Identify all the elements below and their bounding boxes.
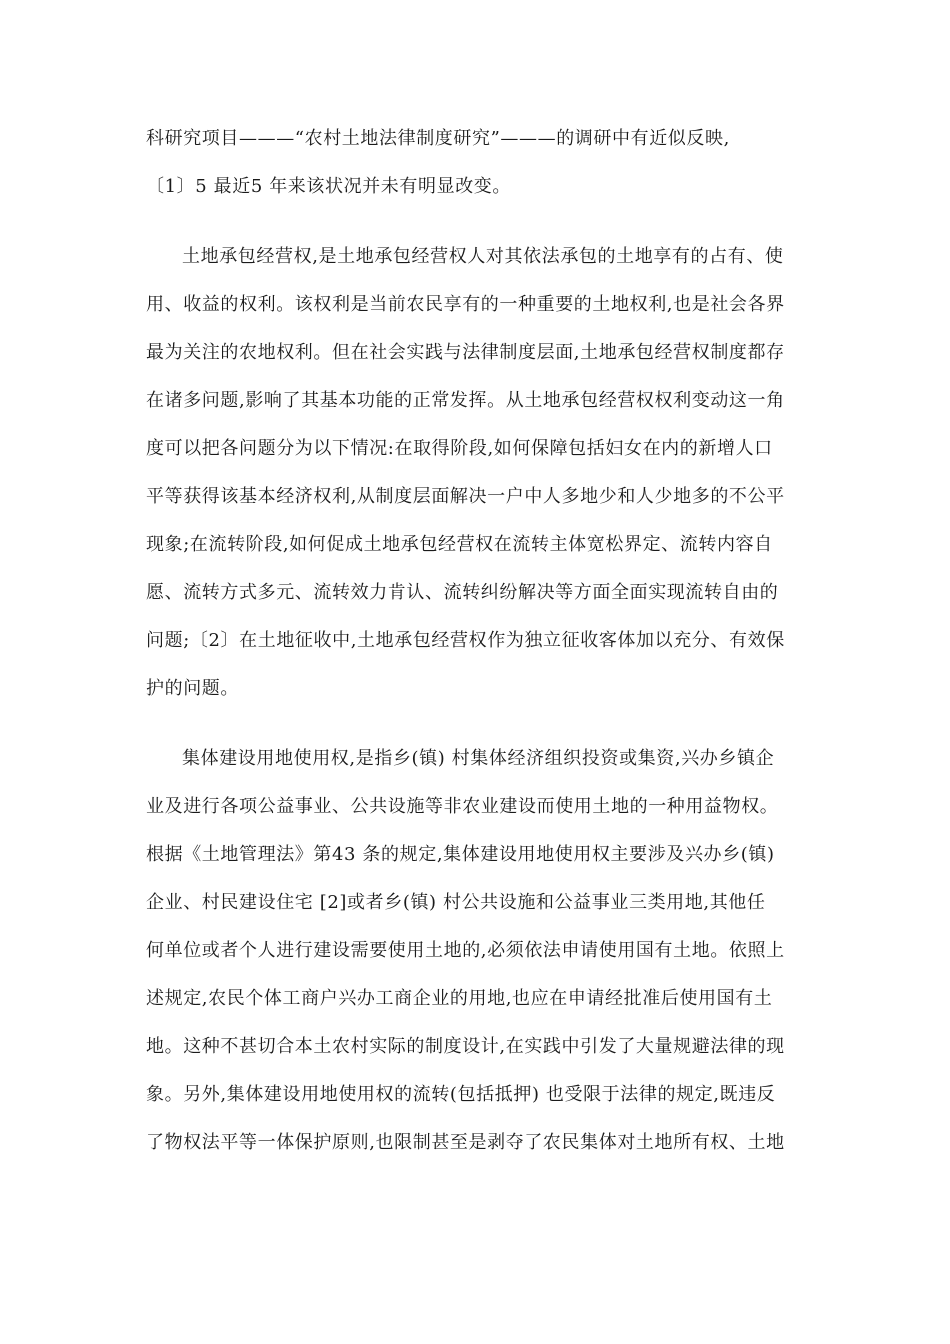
paragraph-3-line-7: 地。这种不甚切合本土农村实际的制度设计,在实践中引发了大量规避法律的现 [146,1036,785,1057]
paragraph-3-line-1: 集体建设用地使用权,是指乡(镇) 村集体经济组织投资或集资,兴办乡镇企 [182,748,775,769]
paragraph-2-line-4: 在诸多问题,影响了其基本功能的正常发挥。从土地承包经营权权利变动这一角 [146,390,785,411]
paragraph-3-line-2: 业及进行各项公益事业、公共设施等非农业建设而使用土地的一种用益物权。 [146,796,779,817]
paragraph-2-line-3: 最为关注的农地权利。但在社会实践与法律制度层面,土地承包经营权制度都存 [146,342,785,363]
paragraph-2-line-10: 护的问题。 [146,678,239,699]
paragraph-3-line-9: 了物权法平等一体保护原则,也限制甚至是剥夺了农民集体对土地所有权、土地 [146,1132,785,1153]
paragraph-1-line-1: 科研究项目———“农村土地法律制度研究”———的调研中有近似反映, [146,128,730,149]
paragraph-2-line-2: 用、收益的权利。该权利是当前农民享有的一种重要的土地权利,也是社会各界 [146,294,785,315]
paragraph-3-line-3: 根据《土地管理法》第43 条的规定,集体建设用地使用权主要涉及兴办乡(镇) [146,844,775,865]
paragraph-2-line-9: 问题;〔2〕在土地征收中,土地承包经营权作为独立征收客体加以充分、有效保 [146,630,785,651]
paragraph-2-line-5: 度可以把各问题分为以下情况:在取得阶段,如何保障包括妇女在内的新增人口 [146,438,773,459]
paragraph-2-line-6: 平等获得该基本经济权利,从制度层面解决一户中人多地少和人少地多的不公平 [146,486,785,507]
paragraph-3-line-4: 企业、村民建设住宅 [2]或者乡(镇) 村公共设施和公益事业三类用地,其他任 [146,892,766,913]
paragraph-2-line-7: 现象;在流转阶段,如何促成土地承包经营权在流转主体宽松界定、流转内容自 [146,534,773,555]
paragraph-1-line-2: 〔1〕5 最近5 年来该状况并未有明显改变。 [146,176,511,197]
paragraph-3-line-8: 象。另外,集体建设用地使用权的流转(包括抵押) 也受限于法律的规定,既违反 [146,1084,776,1105]
paragraph-3-line-5: 何单位或者个人进行建设需要使用土地的,必须依法申请使用国有土地。依照上 [146,940,785,961]
paragraph-3-line-6: 述规定,农民个体工商户兴办工商企业的用地,也应在申请经批准后使用国有土 [146,988,773,1009]
paragraph-2-line-8: 愿、流转方式多元、流转效力肯认、流转纠纷解决等方面全面实现流转自由的 [146,582,779,603]
paragraph-2-line-1: 土地承包经营权,是土地承包经营权人对其依法承包的土地享有的占有、使 [182,246,784,267]
